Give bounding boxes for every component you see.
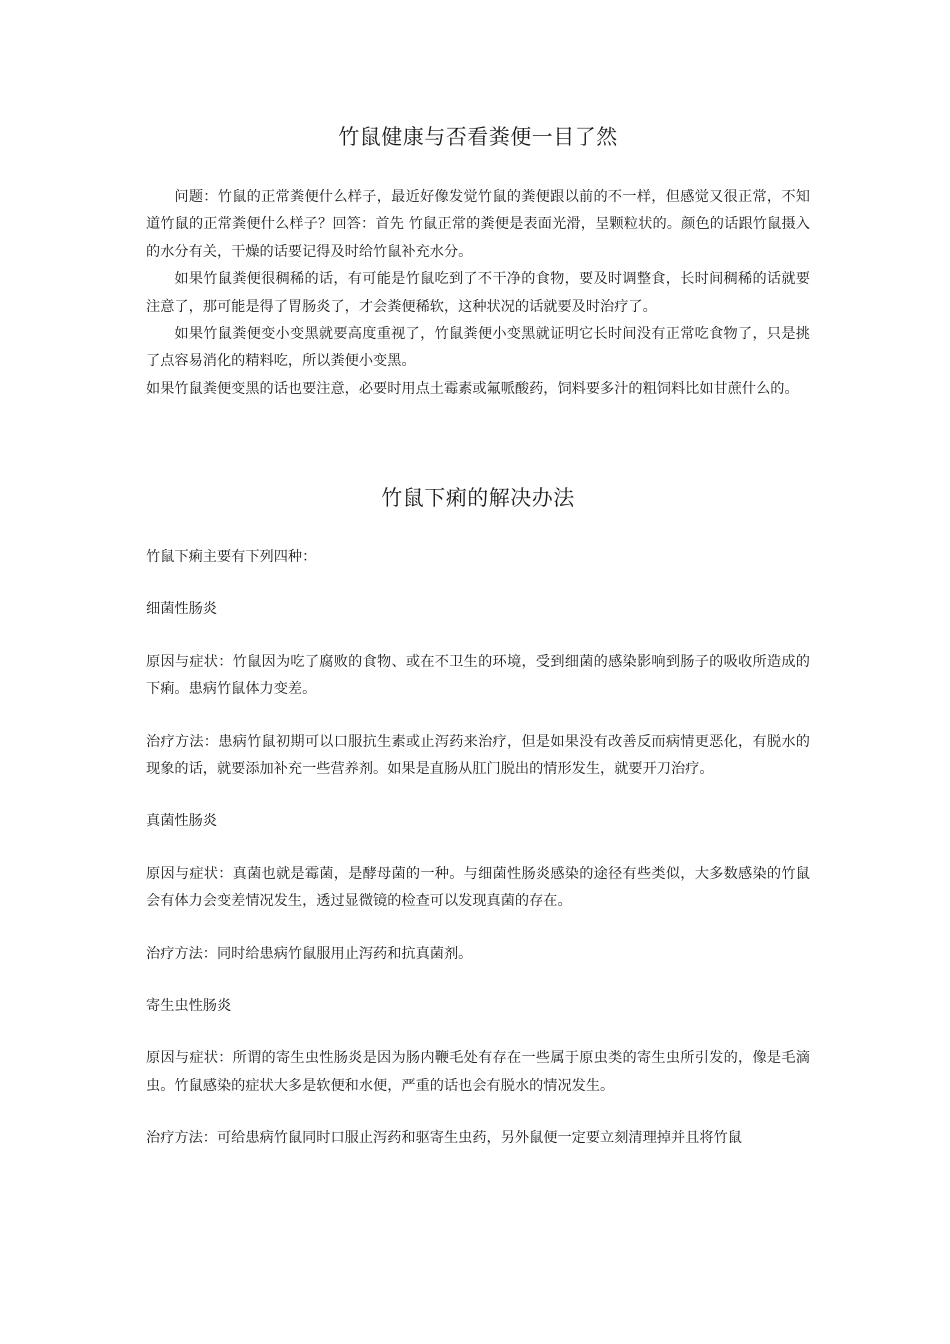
parasitic-cause: 原因与症状：所谓的寄生虫性肠炎是因为肠内鞭毛处有存在一些属于原虫类的寄生虫所引发的，像是毛滴虫。竹鼠感染的症状大多是软便和水便，严重的话也会有脱水的情况发生。: [146, 1050, 810, 1094]
section-heading-bacterial: 细菌性肠炎: [146, 601, 217, 618]
paragraph-black-feces: 如果竹鼠粪便变黑的话也要注意，必要时用点土霉素或氟哌酸药，饲料要多汁的粗饲料比如甘蔗什么的。: [146, 380, 799, 397]
bacterial-cause: 原因与症状：竹鼠因为吃了腐败的食物、或在不卫生的环境，受到细菌的感染影响到肠子的吸收所造成的下痢。患病竹鼠体力变差。: [146, 653, 810, 698]
article-body-diarrhea: [146, 544, 810, 1178]
fungal-cause: 原因与症状：真菌也就是霉菌，是酵母菌的一种。与细菌性肠炎感染的途径有些类似，大多数感染的竹鼠会有体力会变差情况发生，透过显微镜的检查可以发现真菌的存在。: [146, 865, 810, 910]
paragraph-loose-feces: 如果竹鼠粪便很稠稀的话，有可能是竹鼠吃到了不干净的食物，要及时调整食，长时间稠稀的话就要注意了，那可能是得了胃肠炎了，才会粪便稀软，这种状况的话就要及时治疗了。: [146, 271, 810, 315]
diarrhea-intro: 竹鼠下痢主要有下列四种：: [146, 549, 317, 565]
article-body-feces: [146, 184, 810, 403]
article-title-feces: 竹鼠健康与否看粪便一目了然: [338, 125, 618, 149]
section-heading-parasitic: 寄生虫性肠炎: [146, 998, 232, 1015]
parasitic-treatment: 治疗方法：可给患病竹鼠同时口服止泻药和驱寄生虫药，另外鼠便一定要立刻清理掉并且将竹鼠: [146, 1130, 742, 1147]
article-title-diarrhea: 竹鼠下痢的解决办法: [381, 486, 575, 510]
section-heading-fungal: 真菌性肠炎: [146, 813, 217, 830]
paragraph-small-black-feces: 如果竹鼠粪便变小变黑就要高度重视了，竹鼠粪便小变黑就证明它长时间没有正常吃食物了，只是挑了点容易消化的精料吃，所以粪便小变黑。: [146, 326, 810, 370]
paragraph-normal-feces: 问题：竹鼠的正常粪便什么样子，最近好像发觉竹鼠的粪便跟以前的不一样，但感觉又很正常，不知道竹鼠的正常粪便什么样子？回答：首先 竹鼠正常的粪便是表面光滑，呈颗粒状的。颜色的话跟竹鼠摄入的水分有关，干燥的话要记得及时给竹鼠补充水分。: [146, 189, 810, 260]
bacterial-treatment: 治疗方法：患病竹鼠初期可以口服抗生素或止泻药来治疗，但是如果没有改善反而病情更恶化，有脱水的现象的话，就要添加补充一些营养剂。如果是直肠从肛门脱出的情形发生，就要开刀治疗。: [146, 733, 810, 778]
fungal-treatment: 治疗方法：同时给患病竹鼠服用止泻药和抗真菌剂。: [146, 945, 473, 962]
